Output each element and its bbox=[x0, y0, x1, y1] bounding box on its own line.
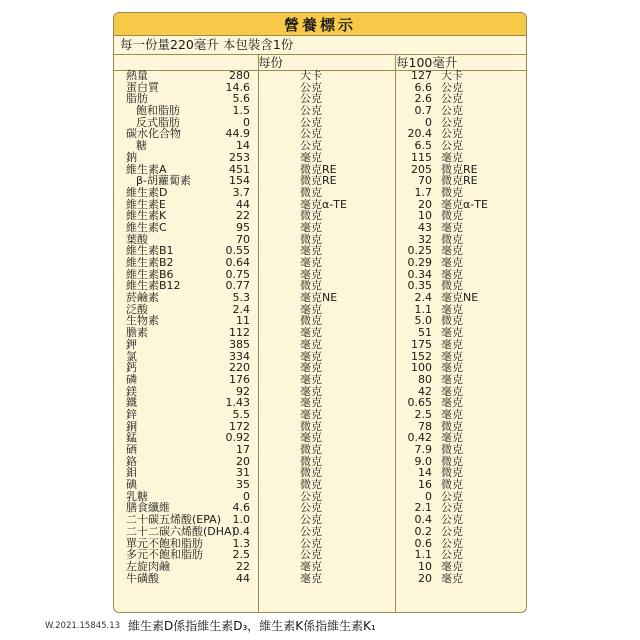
nutrient-name: 硒 bbox=[126, 443, 137, 456]
nutrient-name: 鉬 bbox=[126, 466, 137, 480]
header-per-100ml: 每100毫升 bbox=[396, 55, 458, 70]
value-per-serving: 70 bbox=[236, 232, 250, 246]
nutrient-name: 鋅 bbox=[126, 407, 137, 421]
nutrient-row bbox=[114, 479, 526, 491]
value-per-100ml: 6.5 bbox=[414, 139, 432, 153]
unit-per-100ml: 毫克 bbox=[441, 244, 463, 258]
value-per-serving: 44 bbox=[236, 197, 250, 211]
unit-per-serving: 微克 bbox=[300, 419, 322, 433]
nutrient-name: 維生素D bbox=[126, 185, 168, 199]
header-per-serving: 每份 bbox=[258, 55, 284, 70]
value-per-serving: 0.77 bbox=[225, 279, 250, 293]
unit-per-100ml: 毫克 bbox=[441, 220, 463, 234]
value-per-serving: 11 bbox=[236, 314, 250, 328]
unit-per-serving: 公克 bbox=[300, 489, 322, 503]
value-per-serving: 385 bbox=[229, 337, 250, 351]
value-per-100ml: 175 bbox=[411, 337, 432, 351]
unit-per-serving: 公克 bbox=[300, 127, 322, 141]
unit-per-100ml: 毫克NE bbox=[441, 291, 479, 305]
value-per-100ml: 16 bbox=[418, 478, 432, 492]
nutrient-name: 碳水化合物 bbox=[126, 127, 181, 141]
unit-per-100ml: 微克RE bbox=[441, 162, 478, 176]
unit-per-serving: 毫克 bbox=[300, 326, 322, 340]
value-per-100ml: 0 bbox=[425, 489, 432, 503]
unit-per-100ml: 微克 bbox=[441, 232, 463, 246]
nutrient-row bbox=[114, 526, 526, 538]
nutrient-name: 維生素B2 bbox=[126, 256, 174, 269]
value-per-serving: 17 bbox=[236, 443, 250, 456]
value-per-100ml: 51 bbox=[418, 326, 432, 340]
unit-per-serving: 毫克 bbox=[300, 431, 322, 445]
unit-per-100ml: 公克 bbox=[441, 80, 463, 94]
nutrient-name: 錳 bbox=[126, 431, 137, 445]
value-per-serving: 112 bbox=[229, 326, 250, 340]
approval-code: W.2021.15845.13 bbox=[45, 621, 121, 631]
unit-per-100ml: 微克 bbox=[441, 454, 463, 468]
unit-per-100ml: 公克 bbox=[441, 127, 463, 141]
unit-per-serving: 公克 bbox=[300, 536, 322, 550]
unit-per-serving: 微克 bbox=[300, 209, 322, 223]
unit-per-serving: 公克 bbox=[300, 104, 322, 118]
value-per-100ml: 20.4 bbox=[407, 127, 432, 141]
unit-per-100ml: 公克 bbox=[441, 513, 463, 527]
unit-per-100ml: 毫克α-TE bbox=[441, 197, 488, 211]
value-per-serving: 44 bbox=[236, 571, 250, 585]
value-per-100ml: 100 bbox=[411, 361, 432, 375]
unit-per-serving: 毫克 bbox=[300, 349, 322, 363]
unit-per-100ml: 微克RE bbox=[441, 174, 478, 188]
unit-per-100ml: 公克 bbox=[441, 489, 463, 503]
value-per-100ml: 43 bbox=[418, 220, 432, 234]
value-per-100ml: 70 bbox=[418, 174, 432, 188]
nutrient-name: 鐵 bbox=[126, 396, 137, 410]
unit-per-100ml: 毫克 bbox=[441, 150, 463, 164]
value-per-serving: 451 bbox=[229, 162, 250, 176]
nutrient-name: 膳食纖維 bbox=[126, 501, 170, 515]
value-per-100ml: 5.0 bbox=[414, 314, 432, 328]
nutrient-name: 銅 bbox=[126, 419, 137, 433]
value-per-100ml: 20 bbox=[418, 571, 432, 585]
value-per-100ml: 80 bbox=[418, 372, 432, 386]
value-per-serving: 0.64 bbox=[225, 256, 250, 269]
unit-per-serving: 微克 bbox=[300, 454, 322, 468]
unit-per-100ml: 毫克 bbox=[441, 431, 463, 445]
unit-per-serving: 毫克 bbox=[300, 337, 322, 351]
nutrient-row bbox=[114, 444, 526, 456]
unit-per-serving: 毫克 bbox=[300, 396, 322, 410]
unit-per-100ml: 毫克 bbox=[441, 396, 463, 410]
serving-info: 每一份量220毫升 本包裝含1份 bbox=[114, 36, 526, 55]
nutrient-row bbox=[114, 222, 526, 234]
value-per-serving: 1.3 bbox=[232, 536, 250, 550]
nutrient-name: 菸鹼素 bbox=[126, 291, 159, 305]
unit-per-serving: 毫克 bbox=[300, 361, 322, 375]
nutrient-row bbox=[114, 257, 526, 269]
value-per-serving: 0.4 bbox=[232, 524, 250, 538]
nutrient-name: 磷 bbox=[126, 372, 137, 386]
nutrient-name: 乳糖 bbox=[126, 489, 148, 503]
value-per-100ml: 7.9 bbox=[414, 443, 432, 456]
nutrient-name: 單元不飽和脂肪 bbox=[126, 536, 203, 550]
unit-per-100ml: 公克 bbox=[441, 92, 463, 106]
nutrient-name: 維生素E bbox=[126, 197, 166, 211]
value-per-serving: 95 bbox=[236, 220, 250, 234]
value-per-100ml: 0.4 bbox=[414, 513, 432, 527]
footnote: 維生素D係指維生素D₃，維生素K係指維生素K₁ bbox=[128, 619, 376, 633]
value-per-serving: 172 bbox=[229, 419, 250, 433]
value-per-100ml: 0.65 bbox=[407, 396, 432, 410]
nutrient-name: 鈣 bbox=[126, 361, 137, 375]
value-per-100ml: 0.2 bbox=[414, 524, 432, 538]
value-per-serving: 5.5 bbox=[232, 407, 250, 421]
nutrient-name: 維生素B1 bbox=[126, 244, 174, 258]
unit-per-100ml: 毫克 bbox=[441, 384, 463, 398]
value-per-100ml: 2.5 bbox=[414, 407, 432, 421]
unit-per-100ml: 微克 bbox=[441, 466, 463, 480]
nutrient-name: 反式脂肪 bbox=[136, 115, 180, 129]
unit-per-100ml: 微克 bbox=[441, 185, 463, 199]
unit-per-serving: 公克 bbox=[300, 524, 322, 538]
unit-per-serving: 毫克 bbox=[300, 220, 322, 234]
nutrient-name: 維生素B6 bbox=[126, 267, 174, 281]
value-per-100ml: 205 bbox=[411, 162, 432, 176]
value-per-serving: 92 bbox=[236, 384, 250, 398]
unit-per-100ml: 公克 bbox=[441, 104, 463, 118]
value-per-100ml: 2.6 bbox=[414, 92, 432, 106]
value-per-serving: 20 bbox=[236, 454, 250, 468]
nutrient-name: 二十碳五烯酸(EPA) bbox=[126, 513, 221, 527]
value-per-100ml: 2.1 bbox=[414, 501, 432, 515]
unit-per-serving: 毫克α-TE bbox=[300, 197, 347, 211]
nutrient-row bbox=[114, 409, 526, 421]
nutrient-row bbox=[114, 152, 526, 164]
value-per-serving: 253 bbox=[229, 150, 250, 164]
unit-per-serving: 毫克 bbox=[300, 244, 322, 258]
unit-per-100ml: 毫克 bbox=[441, 302, 463, 316]
nutrient-name: 鉀 bbox=[126, 337, 137, 351]
unit-per-serving: 毫克 bbox=[300, 384, 322, 398]
unit-per-serving: 公克 bbox=[300, 115, 322, 129]
nutrient-name: 維生素C bbox=[126, 220, 167, 234]
unit-per-serving: 公克 bbox=[300, 501, 322, 515]
unit-per-serving: 微克 bbox=[300, 478, 322, 492]
unit-per-100ml: 毫克 bbox=[441, 407, 463, 421]
nutrient-name: 左旋肉鹼 bbox=[126, 559, 170, 573]
value-per-100ml: 32 bbox=[418, 232, 432, 246]
value-per-100ml: 115 bbox=[411, 150, 432, 164]
nutrient-name: 泛酸 bbox=[126, 302, 148, 316]
nutrient-name: 脂肪 bbox=[126, 92, 148, 106]
nutrient-name: 牛磺酸 bbox=[126, 571, 159, 585]
value-per-serving: 0.75 bbox=[225, 267, 250, 281]
unit-per-100ml: 公克 bbox=[441, 139, 463, 153]
unit-per-100ml: 微克 bbox=[441, 419, 463, 433]
value-per-serving: 0 bbox=[243, 115, 250, 129]
value-per-serving: 280 bbox=[229, 69, 250, 82]
unit-per-serving: 微克RE bbox=[300, 174, 337, 188]
unit-per-100ml: 微克 bbox=[441, 478, 463, 492]
value-per-serving: 3.7 bbox=[232, 185, 250, 199]
unit-per-serving: 毫克 bbox=[300, 372, 322, 386]
nutrient-row bbox=[114, 70, 526, 82]
unit-per-serving: 公克 bbox=[300, 139, 322, 153]
unit-per-100ml: 毫克 bbox=[441, 337, 463, 351]
unit-per-100ml: 毫克 bbox=[441, 326, 463, 340]
value-per-100ml: 2.4 bbox=[414, 291, 432, 305]
nutrient-row bbox=[114, 561, 526, 573]
unit-per-serving: 毫克 bbox=[300, 407, 322, 421]
unit-per-100ml: 公克 bbox=[441, 548, 463, 562]
nutrient-name: β-胡蘿蔔素 bbox=[136, 174, 191, 188]
nutrition-title bbox=[114, 13, 526, 36]
value-per-100ml: 1.1 bbox=[414, 548, 432, 562]
value-per-serving: 0 bbox=[243, 489, 250, 503]
nutrient-row bbox=[114, 292, 526, 304]
unit-per-serving: 微克RE bbox=[300, 162, 337, 176]
value-per-serving: 1.43 bbox=[225, 396, 250, 410]
value-per-serving: 334 bbox=[229, 349, 250, 363]
nutrient-name: 鎂 bbox=[126, 384, 137, 398]
value-per-100ml: 0.6 bbox=[414, 536, 432, 550]
nutrient-row bbox=[114, 105, 526, 117]
value-per-serving: 2.5 bbox=[232, 548, 250, 562]
unit-per-100ml: 毫克 bbox=[441, 256, 463, 269]
value-per-serving: 220 bbox=[229, 361, 250, 375]
value-per-100ml: 1.7 bbox=[414, 185, 432, 199]
value-per-serving: 5.3 bbox=[232, 291, 250, 305]
value-per-100ml: 0.35 bbox=[407, 279, 432, 293]
value-per-100ml: 0.34 bbox=[407, 267, 432, 281]
value-per-100ml: 20 bbox=[418, 197, 432, 211]
unit-per-100ml: 公克 bbox=[441, 115, 463, 129]
nutrient-name: 維生素A bbox=[126, 162, 167, 176]
value-per-serving: 22 bbox=[236, 209, 250, 223]
unit-per-100ml: 毫克 bbox=[441, 372, 463, 386]
unit-per-100ml: 公克 bbox=[441, 536, 463, 550]
value-per-serving: 35 bbox=[236, 478, 250, 492]
unit-per-serving: 毫克 bbox=[300, 150, 322, 164]
value-per-100ml: 14 bbox=[418, 466, 432, 480]
unit-per-100ml: 大卡 bbox=[441, 69, 463, 82]
unit-per-serving: 毫克 bbox=[300, 559, 322, 573]
unit-per-100ml: 公克 bbox=[441, 501, 463, 515]
nutrient-row bbox=[114, 374, 526, 386]
unit-per-100ml: 微克 bbox=[441, 443, 463, 456]
unit-per-serving: 公克 bbox=[300, 513, 322, 527]
unit-per-serving: 微克 bbox=[300, 279, 322, 293]
nutrition-title-text: 營養標示 bbox=[283, 15, 356, 34]
unit-per-100ml: 公克 bbox=[441, 524, 463, 538]
nutrient-name: 鈉 bbox=[126, 150, 137, 164]
value-per-serving: 44.9 bbox=[225, 127, 250, 141]
value-per-serving: 2.4 bbox=[232, 302, 250, 316]
unit-per-100ml: 毫克 bbox=[441, 267, 463, 281]
value-per-serving: 14 bbox=[236, 139, 250, 153]
nutrient-name: 多元不飽和脂肪 bbox=[126, 548, 203, 562]
nutrient-name: 維生素B12 bbox=[126, 279, 181, 293]
value-per-serving: 22 bbox=[236, 559, 250, 573]
unit-per-serving: 微克 bbox=[300, 466, 322, 480]
value-per-serving: 176 bbox=[229, 372, 250, 386]
nutrient-name: 飽和脂肪 bbox=[136, 104, 180, 118]
value-per-100ml: 127 bbox=[411, 69, 432, 82]
nutrient-row bbox=[114, 339, 526, 351]
value-per-serving: 31 bbox=[236, 466, 250, 480]
value-per-100ml: 9.0 bbox=[414, 454, 432, 468]
nutrient-name: 氯 bbox=[126, 349, 137, 363]
nutrient-name: 糖 bbox=[136, 139, 147, 153]
nutrient-name: 生物素 bbox=[126, 314, 159, 328]
value-per-100ml: 152 bbox=[411, 349, 432, 363]
nutrient-name: 蛋白質 bbox=[126, 80, 159, 94]
value-per-100ml: 0.7 bbox=[414, 104, 432, 118]
nutrient-table bbox=[114, 70, 526, 584]
unit-per-serving: 毫克 bbox=[300, 267, 322, 281]
unit-per-serving: 毫克 bbox=[300, 571, 322, 585]
unit-per-serving: 微克 bbox=[300, 185, 322, 199]
value-per-100ml: 6.6 bbox=[414, 80, 432, 94]
value-per-100ml: 10 bbox=[418, 209, 432, 223]
unit-per-100ml: 毫克 bbox=[441, 349, 463, 363]
value-per-100ml: 78 bbox=[418, 419, 432, 433]
unit-per-serving: 公克 bbox=[300, 92, 322, 106]
value-per-100ml: 1.1 bbox=[414, 302, 432, 316]
unit-per-serving: 毫克NE bbox=[300, 291, 338, 305]
unit-per-100ml: 毫克 bbox=[441, 361, 463, 375]
value-per-100ml: 42 bbox=[418, 384, 432, 398]
nutrient-name: 葉酸 bbox=[126, 232, 148, 246]
nutrition-label-panel bbox=[113, 12, 527, 613]
value-per-serving: 4.6 bbox=[232, 501, 250, 515]
nutrient-name: 維生素K bbox=[126, 209, 167, 223]
unit-per-serving: 微克 bbox=[300, 232, 322, 246]
value-per-serving: 14.6 bbox=[225, 80, 250, 94]
value-per-100ml: 0.25 bbox=[407, 244, 432, 258]
unit-per-serving: 微克 bbox=[300, 314, 322, 328]
nutrient-name: 碘 bbox=[126, 478, 137, 492]
value-per-100ml: 0.42 bbox=[407, 431, 432, 445]
unit-per-100ml: 毫克 bbox=[441, 571, 463, 585]
unit-per-serving: 微克 bbox=[300, 443, 322, 456]
value-per-serving: 154 bbox=[229, 174, 250, 188]
nutrient-name: 鉻 bbox=[126, 454, 137, 468]
nutrient-name: 膽素 bbox=[126, 326, 148, 340]
unit-per-serving: 公克 bbox=[300, 548, 322, 562]
nutrient-name: 二十二碳六烯酸(DHA) bbox=[126, 524, 236, 538]
nutrient-name: 熱量 bbox=[126, 69, 148, 82]
unit-per-100ml: 毫克 bbox=[441, 559, 463, 573]
value-per-serving: 1.5 bbox=[232, 104, 250, 118]
unit-per-serving: 毫克 bbox=[300, 302, 322, 316]
unit-per-serving: 大卡 bbox=[300, 69, 322, 82]
value-per-100ml: 0.29 bbox=[407, 256, 432, 269]
unit-per-serving: 公克 bbox=[300, 80, 322, 94]
unit-per-100ml: 微克 bbox=[441, 314, 463, 328]
value-per-serving: 1.0 bbox=[232, 513, 250, 527]
value-per-100ml: 10 bbox=[418, 559, 432, 573]
value-per-serving: 0.92 bbox=[225, 431, 250, 445]
nutrient-row bbox=[114, 573, 526, 585]
value-per-100ml: 0 bbox=[425, 115, 432, 129]
value-per-serving: 0.55 bbox=[225, 244, 250, 258]
unit-per-100ml: 微克 bbox=[441, 279, 463, 293]
unit-per-100ml: 微克 bbox=[441, 209, 463, 223]
unit-per-serving: 毫克 bbox=[300, 256, 322, 269]
nutrient-row bbox=[114, 187, 526, 199]
value-per-serving: 5.6 bbox=[232, 92, 250, 106]
